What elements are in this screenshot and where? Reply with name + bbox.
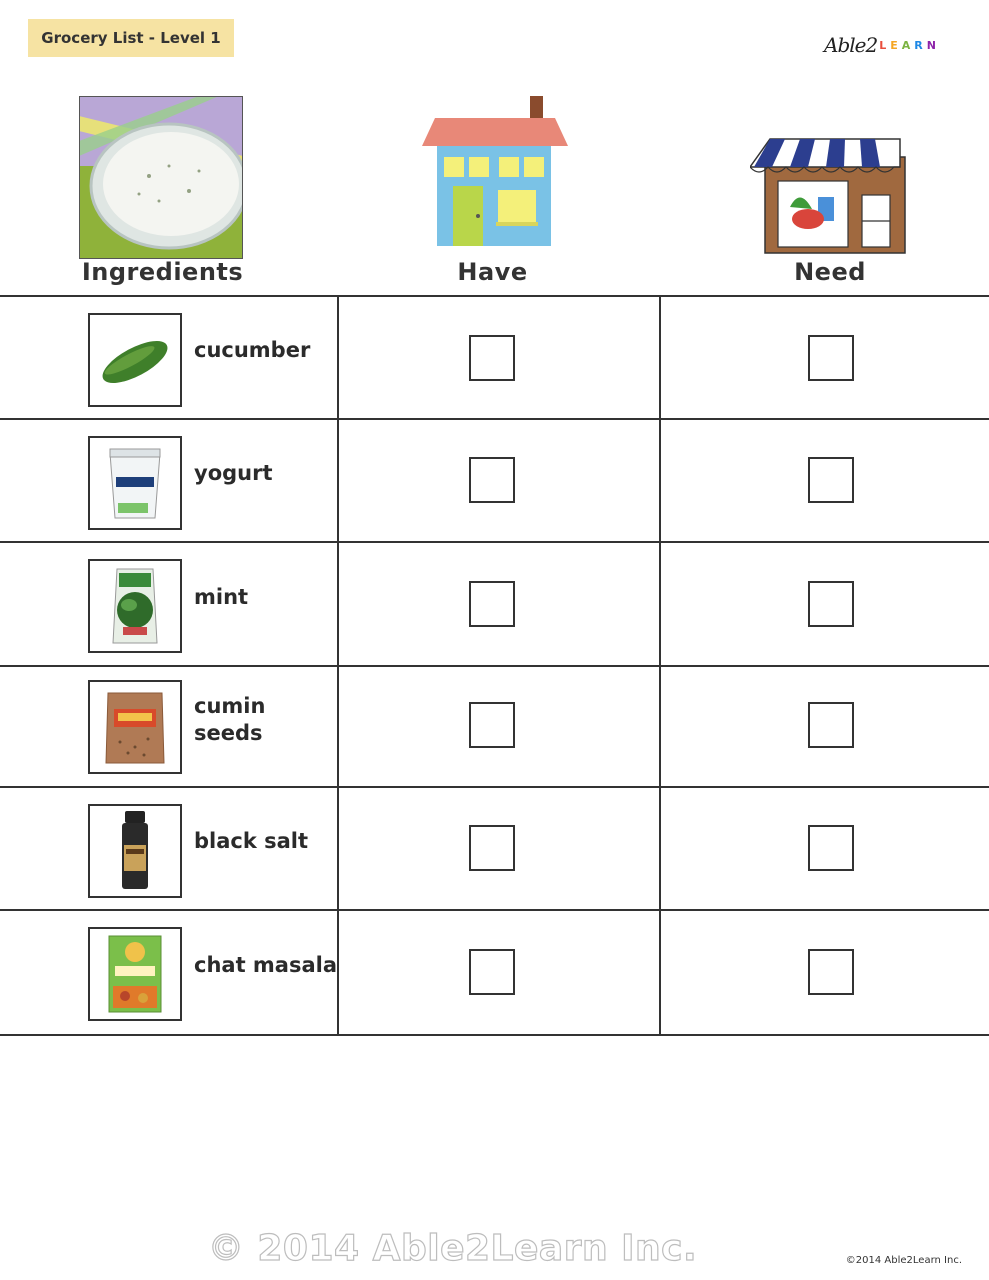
black-salt-icon [88,804,182,898]
table-row [0,295,989,420]
need-checkbox[interactable] [808,702,854,748]
have-checkbox[interactable] [469,581,515,627]
worksheet-title: Grocery List - Level 1 [28,19,234,57]
table-row [0,788,989,911]
table-row [0,543,989,667]
ingredient-label-text: cumin seeds [194,693,266,745]
ingredient-label: chat masala [194,953,338,977]
logo-letters [879,39,936,52]
mint-icon [88,559,182,653]
table-row [0,911,989,1036]
need-checkbox[interactable] [808,825,854,871]
have-checkbox[interactable] [469,335,515,381]
logo-script: Able2 [824,33,878,57]
table-row [0,420,989,543]
cucumber-icon [88,313,182,407]
column-header-ingredients: Ingredients [81,258,244,286]
copyright-notice: ©2014 Able2Learn Inc. [845,1255,962,1266]
logo-letter: R [914,38,923,52]
copyright-watermark: © 2014 Able2Learn Inc. [207,1228,698,1269]
have-checkbox[interactable] [469,457,515,503]
ingredient-label: cucumber [194,338,311,362]
raita-dish-image [79,96,243,259]
ingredient-label: mint [194,584,249,609]
table-row [0,667,989,788]
grocery-table [0,295,989,1036]
column-divider [659,295,661,1035]
ingredient-label: yogurt [194,461,273,485]
column-header-need: Need [794,258,866,286]
need-checkbox[interactable] [808,457,854,503]
cumin-seeds-icon [88,680,182,774]
column-header-have: Have [457,258,528,286]
logo-letter: L [879,38,887,52]
house-icon [420,96,570,248]
ingredient-label [194,667,265,786]
logo-letter: N [926,38,936,52]
chat-masala-icon [88,927,182,1021]
logo-letter: A [901,38,911,52]
need-checkbox[interactable] [808,949,854,995]
ingredient-label: black salt [194,829,309,853]
have-checkbox[interactable] [469,949,515,995]
store-icon [750,137,910,255]
need-checkbox[interactable] [808,335,854,381]
need-checkbox[interactable] [808,581,854,627]
have-checkbox[interactable] [469,702,515,748]
logo-letter: E [890,38,898,52]
able2learn-logo [824,30,959,60]
yogurt-icon [88,436,182,530]
column-divider [337,295,339,1035]
have-checkbox[interactable] [469,825,515,871]
